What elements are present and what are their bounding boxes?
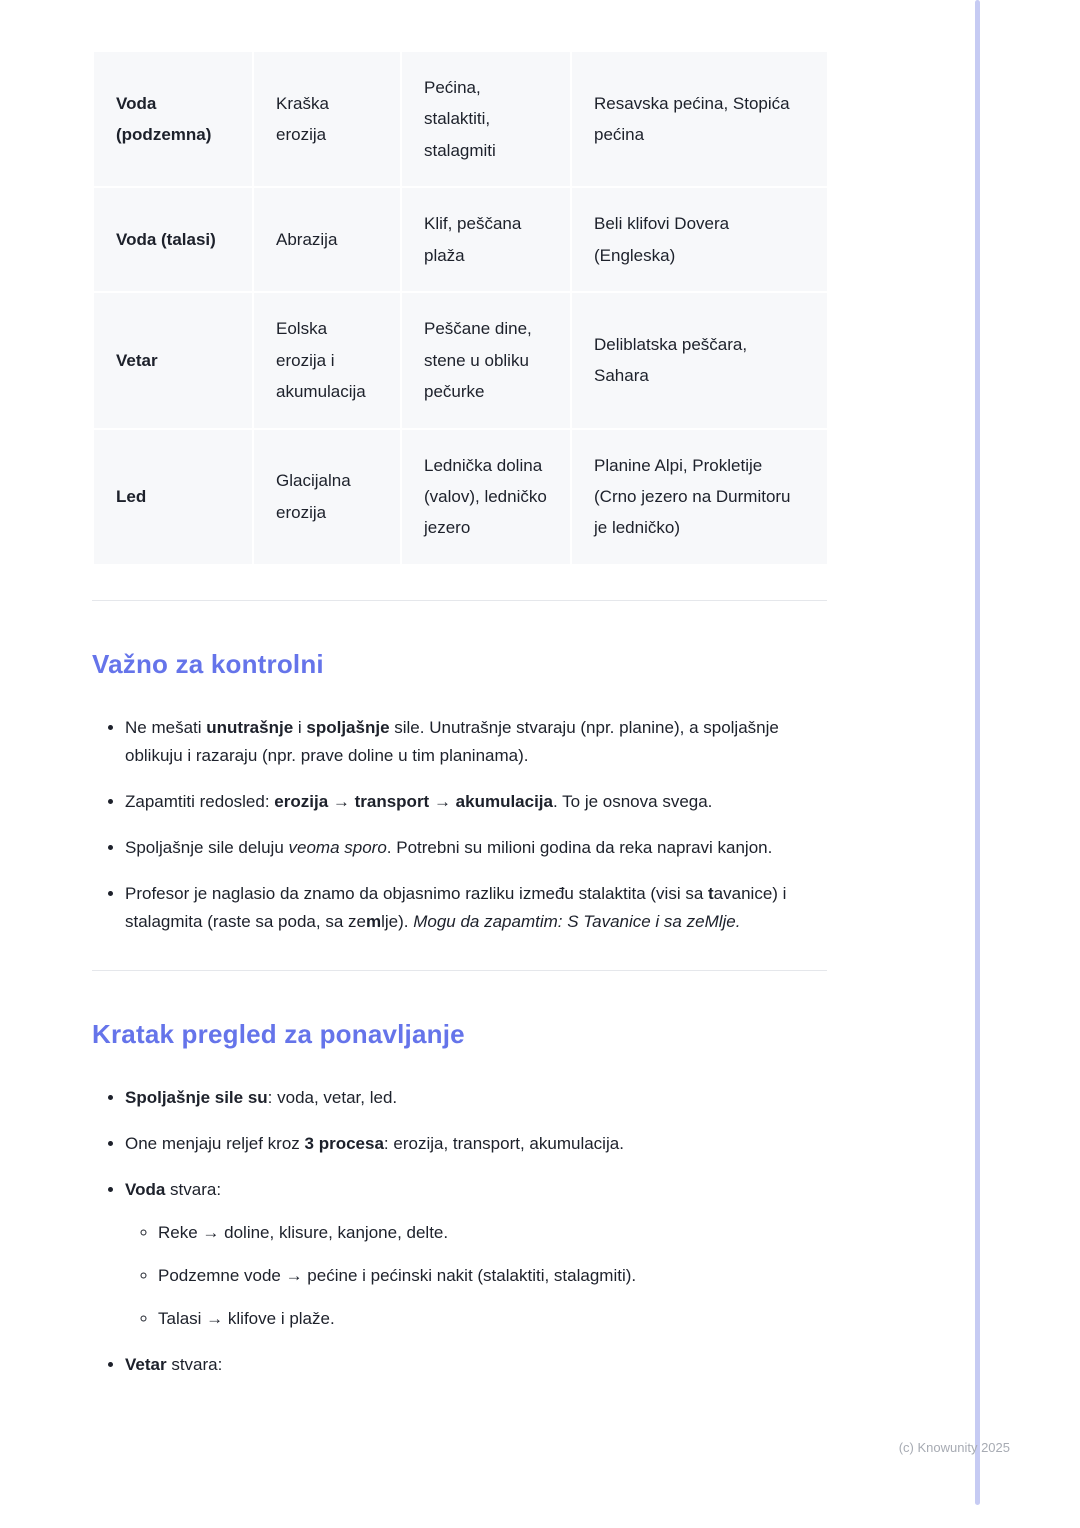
section-divider xyxy=(92,600,827,601)
watermark-text: (c) Knowunity 2025 xyxy=(898,1440,1010,1455)
table-row xyxy=(93,292,828,428)
bullet-item: • Ne mešati unutrašnje i spoljašnje sile. Unutrašnje stvaraju (npr. planine), a spoljašnje oblikuju i razaraju (npr. prave doline u tim planinama). xyxy=(125,714,827,770)
bullet-item: • Profesor je naglasio da znamo da objasnimo razliku između stalaktita (visi sa tavanice) i stalagmita (raste sa poda, sa zemlje). Mogu da zapamtim: S Tavanice i sa zeMlje. xyxy=(125,880,827,936)
section-title-important: Važno za kontrolni xyxy=(92,648,324,679)
bullet-item: • One menjaju reljef kroz 3 procesa: erozija, transport, akumulacija. xyxy=(125,1130,827,1158)
cell-process: Eolska erozija i akumulacija xyxy=(253,292,401,428)
cell-process: Abrazija xyxy=(253,187,401,292)
cell-examples: Resavska pećina, Stopića pećina xyxy=(571,51,828,187)
cell-force: Vetar xyxy=(93,292,253,428)
bullet-item: • Zapamtiti redosled: erozija → transport → akumulacija. To je osnova svega. xyxy=(125,788,827,816)
sub-bullet-item: ◦ Talasi → klifove i plaže. xyxy=(158,1305,827,1333)
document-content xyxy=(92,50,827,1397)
sub-bullet-item: ◦ Podzemne vode → pećine i pećinski nakit (stalaktiti, stalagmiti). xyxy=(158,1262,827,1290)
cell-force: Voda (talasi) xyxy=(93,187,253,292)
cell-landforms: Pećina, stalaktiti, stalagmiti xyxy=(401,51,571,187)
page-scrollbar[interactable] xyxy=(975,0,980,1505)
cell-landforms: Lednička dolina (valov), ledničko jezero xyxy=(401,429,571,565)
table-row xyxy=(93,429,828,565)
bullet-item: • Vetar stvara: xyxy=(125,1351,827,1379)
important-bullet-list xyxy=(92,714,827,936)
section-divider xyxy=(92,970,827,971)
table-row xyxy=(93,187,828,292)
cell-examples: Planine Alpi, Prokletije (Crno jezero na Durmitoru je ledničko) xyxy=(571,429,828,565)
cell-process: Kraška erozija xyxy=(253,51,401,187)
bullet-item: • Spoljašnje sile su: voda, vetar, led. xyxy=(125,1084,827,1112)
sub-bullet-list xyxy=(125,1219,827,1333)
cell-landforms: Peščane dine, stene u obliku pečurke xyxy=(401,292,571,428)
cell-landforms: Klif, peščana plaža xyxy=(401,187,571,292)
sub-bullet-item: ◦ Reke → doline, klisure, kanjone, delte. xyxy=(158,1219,827,1247)
cell-force: Voda (podzemna) xyxy=(93,51,253,187)
cell-force: Led xyxy=(93,429,253,565)
table-row xyxy=(93,51,828,187)
review-bullet-list xyxy=(92,1084,827,1379)
cell-examples: Beli klifovi Dovera (Engleska) xyxy=(571,187,828,292)
cell-examples: Deliblatska peščara, Sahara xyxy=(571,292,828,428)
cell-process: Glacijalna erozija xyxy=(253,429,401,565)
bullet-item: • Spoljašnje sile deluju veoma sporo. Potrebni su milioni godina da reka napravi kanjon. xyxy=(125,834,827,862)
bullet-text: Voda stvara: xyxy=(125,1179,222,1199)
external-forces-table xyxy=(92,50,829,566)
section-title-review: Kratak pregled za ponavljanje xyxy=(92,1018,465,1049)
bullet-item xyxy=(125,1176,827,1333)
